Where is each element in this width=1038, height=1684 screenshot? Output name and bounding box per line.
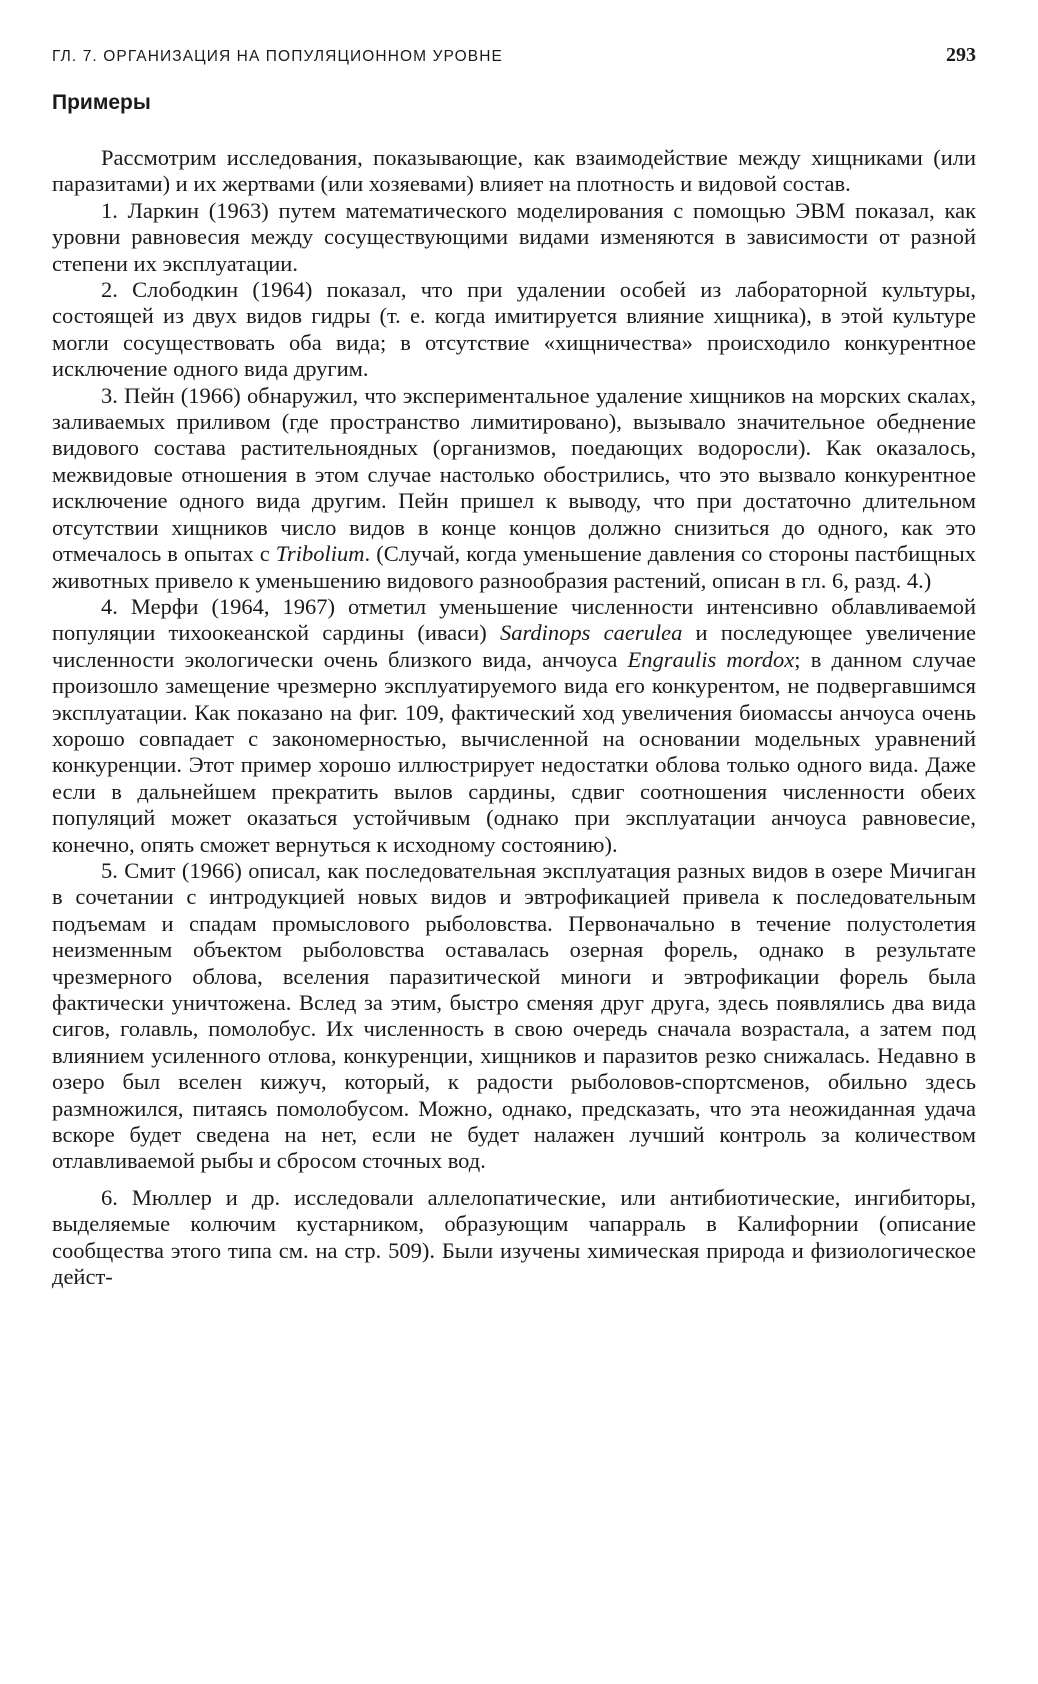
paragraph-text: 1. Ларкин (1963) путем математического моделирования с помощью ЭВМ показал, как уровни равновесия между сосуществующими видами изменяются в зависимости от разной степени их эксплуатации. — [52, 197, 976, 276]
paragraph-item-3 — [52, 383, 976, 594]
running-head — [52, 44, 976, 67]
paragraph-text: 5. Смит (1966) описал, как последовательная эксплуатация разных видов в озере Мичиган в сочетании с интродукцией новых видов и эвтрофикацией привела к последовательным подъемам и спадам промыслового рыболовства. Первоначально в течение полустолетия неизменным объектом рыболовства оставалась озерная форель, однако в результате чрезмерного облова, вселения паразитической миноги и эвтрофикации форель была фактически уничтожена. Вслед за этим, быстро сменяя друг друга, здесь появлялись два вида сигов, голавль, помолобус. Их численность в свою очередь сначала возрастала, а затем под влиянием усиленного отлова, конкуренции, хищников и паразитов резко снижалась. Недавно в озеро был вселен кижуч, который, к радости рыболовов-спортсменов, обильно здесь размножился, питаясь помолобусом. Можно, однако, предсказать, что эта неожиданная удача вскоре будет сведена на нет, если не будет налажен лучший контроль за количеством отлавливаемой рыбы и сбросом сточных вод. — [52, 857, 976, 1174]
paragraph-text: Рассмотрим исследования, показывающие, как взаимодействие между хищниками (или паразитами) и их жертвами (или хозяевами) влияет на плотность и видовой состав. — [52, 145, 976, 197]
paragraph-text: 4. Мерфи (1964, 1967) отметил уменьшение численности интенсивно облавливаемой популяции тихоокеанской сардины (иваси) Sardinops caerulea и последующее увеличение численности экологически очень близкого вида, анчоуса Engraulis mordox; в данном случае произошло замещение чрезмерно эксплуатируемого вида его конкурентом, не подвергавшимся эксплуатации. Как показано на фиг. 109, фактический ход увеличения биомассы анчоуса очень хорошо совпадает с закономерностью, вычисленной на основании модельных уравнений конкуренции. Этот пример хорошо иллюстрирует недостатки облова только одного вида. Даже если в дальнейшем прекратить вылов сардины, сдвиг соотношения численности обеих популяций может оказаться устойчивым (однако при эксплуатации анчоуса равновесие, конечно, опять сможет вернуться к исходному состоянию). — [52, 593, 976, 857]
paragraph-text: 3. Пейн (1966) обнаружил, что экспериментальное удаление хищников на морских скалах, заливаемых приливом (где пространство лимитировано), вызывало значительное обеднение видового состава растительноядных (организмов, поедающих водоросли). Как оказалось, межвидовые отношения в этом случае настолько обострились, что это вызвало конкурентное исключение одного вида другим. Пейн пришел к выводу, что при достаточно длительном отсутствии хищников число видов в конце концов должно снизиться до одного, как это отмечалось в опытах с Tribolium. (Случай, когда уменьшение давления со стороны пастбищных животных привело к уменьшению видового разнообразия растений, описан в гл. 6, разд. 4.) — [52, 382, 976, 593]
paragraph-text: 2. Слободкин (1964) показал, что при удалении особей из лабораторной культуры, состоящей из двух видов гидры (т. е. когда имитируется влияние хищника), в этой культуре могли сосуществовать оба вида; в отсутствие «хищничества» происходило конкурентное исключение одного вида другим. — [52, 277, 976, 382]
book-page — [52, 44, 976, 1290]
section-heading: Примеры — [52, 91, 151, 114]
page-number: 293 — [946, 44, 976, 66]
body-text — [52, 145, 976, 1290]
paragraph-item-6 — [52, 1185, 976, 1291]
italic-term: Engraulis mordox — [627, 646, 795, 672]
paragraph-item-5 — [52, 858, 976, 1175]
paragraph-item-1 — [52, 198, 976, 277]
paragraph-item-4 — [52, 594, 976, 858]
paragraph-item-2 — [52, 277, 976, 383]
paragraph-intro — [52, 145, 976, 198]
running-title: ГЛ. 7. ОРГАНИЗАЦИЯ НА ПОПУЛЯЦИОННОМ УРОВНЕ — [52, 48, 503, 65]
paragraph-text: 6. Мюллер и др. исследовали аллелопатические, или антибиотические, ингибиторы, выделяемые колючим кустарником, образующим чапарраль в Калифорнии (описание сообщества этого типа см. на стр. 509). Были изучены химическая природа и физиологическое дейст- — [52, 1184, 976, 1290]
italic-term: Tribolium — [275, 541, 365, 567]
italic-term: Sardinops caerulea — [499, 620, 683, 646]
